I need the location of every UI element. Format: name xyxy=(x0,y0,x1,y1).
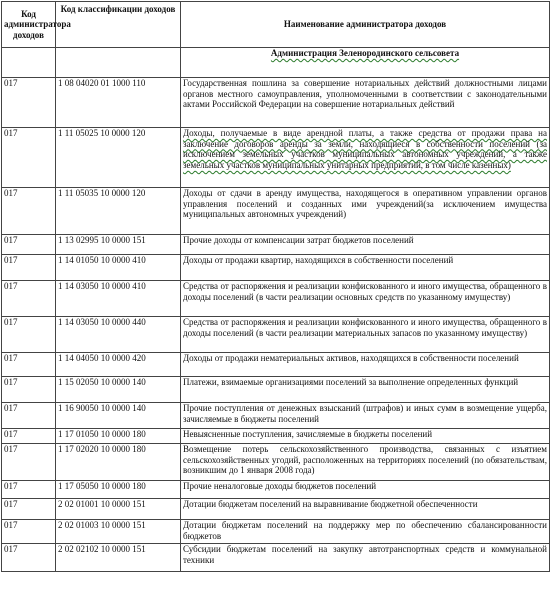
admin-code-cell: 017 xyxy=(2,188,56,235)
admin-code-cell: 017 xyxy=(2,520,56,544)
section-row xyxy=(2,48,550,78)
header-admin-code: Код администратора доходов xyxy=(2,2,56,48)
revenue-description-cell: Средства от распоряжения и реализации конфискованного и иного имущества, обращенного в доходы поселений (в части реализации материальных запасов по указанному имуществу) xyxy=(181,317,550,353)
classification-code-cell: 1 11 05025 10 0000 120 xyxy=(56,128,181,188)
table-row xyxy=(2,403,550,429)
table-row xyxy=(2,235,550,255)
table-row xyxy=(2,255,550,281)
revenue-description-cell: Платежи, взимаемые организациями поселений за выполнение определенных функций xyxy=(181,377,550,403)
header-admin-name: Наименование администратора доходов xyxy=(181,2,550,48)
table-row xyxy=(2,429,550,444)
revenue-description-cell: Государственная пошлина за совершение нотариальных действий должностными лицами органов местного самоуправления, уполномоченными в соответствии с законодательными актами Российской Федерации на совершение нотариальных действий xyxy=(181,78,550,128)
revenue-description-cell: Прочие неналоговые доходы бюджетов поселений xyxy=(181,481,550,499)
admin-code-cell: 017 xyxy=(2,481,56,499)
revenue-administrators-table xyxy=(1,1,550,572)
classification-code-cell: 1 08 04020 01 1000 110 xyxy=(56,78,181,128)
revenue-description-cell: Средства от распоряжения и реализации конфискованного и иного имущества, обращенного в доходы поселений (в части реализации основных средств по указанному имуществу) xyxy=(181,281,550,317)
admin-code-cell: 017 xyxy=(2,353,56,377)
header-classification-code: Код классификации доходов xyxy=(56,2,181,48)
admin-code-cell: 017 xyxy=(2,281,56,317)
admin-code-cell: 017 xyxy=(2,429,56,444)
admin-code-cell: 017 xyxy=(2,78,56,128)
classification-code-cell: 1 14 01050 10 0000 410 xyxy=(56,255,181,281)
classification-code-cell: 2 02 02102 10 0000 151 xyxy=(56,544,181,572)
revenue-description-cell: Доходы от продажи квартир, находящихся в собственности поселений xyxy=(181,255,550,281)
classification-code-cell: 2 02 01003 10 0000 151 xyxy=(56,520,181,544)
table-row xyxy=(2,481,550,499)
table-row xyxy=(2,188,550,235)
revenue-description-cell: Прочие поступления от денежных взысканий (штрафов) и иных сумм в возмещение ущерба, зачисляемые в бюджеты поселений xyxy=(181,403,550,429)
classification-code-cell: 1 14 03050 10 0000 410 xyxy=(56,281,181,317)
table-row xyxy=(2,353,550,377)
classification-code-cell: 1 14 03050 10 0000 440 xyxy=(56,317,181,353)
table-row xyxy=(2,128,550,188)
table-row xyxy=(2,377,550,403)
section-empty-1 xyxy=(2,48,56,78)
admin-code-cell: 017 xyxy=(2,317,56,353)
classification-code-cell: 1 13 02995 10 0000 151 xyxy=(56,235,181,255)
admin-code-cell: 017 xyxy=(2,544,56,572)
table-row xyxy=(2,281,550,317)
revenue-description-cell: Прочие доходы от компенсации затрат бюджетов поселений xyxy=(181,235,550,255)
revenue-description-cell xyxy=(181,128,550,188)
revenue-description-cell: Доходы от продажи нематериальных активов, находящихся в собственности поселений xyxy=(181,353,550,377)
admin-code-cell: 017 xyxy=(2,444,56,481)
table-row xyxy=(2,499,550,520)
admin-code-cell: 017 xyxy=(2,128,56,188)
table-row xyxy=(2,444,550,481)
admin-code-cell: 017 xyxy=(2,377,56,403)
classification-code-cell: 1 17 02020 10 0000 180 xyxy=(56,444,181,481)
revenue-description-cell: Субсидии бюджетам поселений на закупку автотранспортных средств и коммунальной техники xyxy=(181,544,550,572)
table-row xyxy=(2,544,550,572)
table-row xyxy=(2,78,550,128)
section-title xyxy=(181,48,550,78)
classification-code-cell: 1 15 02050 10 0000 140 xyxy=(56,377,181,403)
section-empty-2 xyxy=(56,48,181,78)
revenue-description-cell: Доходы от сдачи в аренду имущества, находящегося в оперативном управлении органов управления поселений и созданных ими учреждений(за исключением имущества муниципальных автономных учреждений) xyxy=(181,188,550,235)
revenue-description-text: Доходы, получаемые в виде арендной платы, а также средства от продажи права на заключение договоров аренды за земли, находящиеся в собственности поселений (за исключением земельных участков муниципальных автономных учреждений, а также земельных участков муниципальных унитарных предприятий, в том числе казенных) xyxy=(183,128,547,170)
admin-code-cell: 017 xyxy=(2,235,56,255)
revenue-description-cell: Возмещение потерь сельскохозяйственного производства, связанных с изъятием сельскохозяйственных угодий, расположенных на территориях поселений (по обязательствам, возникшим до 1 января 2008 года) xyxy=(181,444,550,481)
table-header-row xyxy=(2,2,550,48)
admin-code-cell: 017 xyxy=(2,499,56,520)
admin-code-cell: 017 xyxy=(2,403,56,429)
section-title-text: Администрация Зеленородинского сельсовета xyxy=(270,48,460,58)
classification-code-cell: 1 17 01050 10 0000 180 xyxy=(56,429,181,444)
revenue-description-cell: Дотации бюджетам поселений на выравнивание бюджетной обеспеченности xyxy=(181,499,550,520)
classification-code-cell: 1 11 05035 10 0000 120 xyxy=(56,188,181,235)
table-row xyxy=(2,317,550,353)
admin-code-cell: 017 xyxy=(2,255,56,281)
revenue-description-cell: Невыясненные поступления, зачисляемые в бюджеты поселений xyxy=(181,429,550,444)
classification-code-cell: 2 02 01001 10 0000 151 xyxy=(56,499,181,520)
revenue-description-cell: Дотации бюджетам поселений на поддержку мер по обеспечению сбалансированности бюджетов xyxy=(181,520,550,544)
classification-code-cell: 1 17 05050 10 0000 180 xyxy=(56,481,181,499)
classification-code-cell: 1 14 04050 10 0000 420 xyxy=(56,353,181,377)
table-row xyxy=(2,520,550,544)
classification-code-cell: 1 16 90050 10 0000 140 xyxy=(56,403,181,429)
